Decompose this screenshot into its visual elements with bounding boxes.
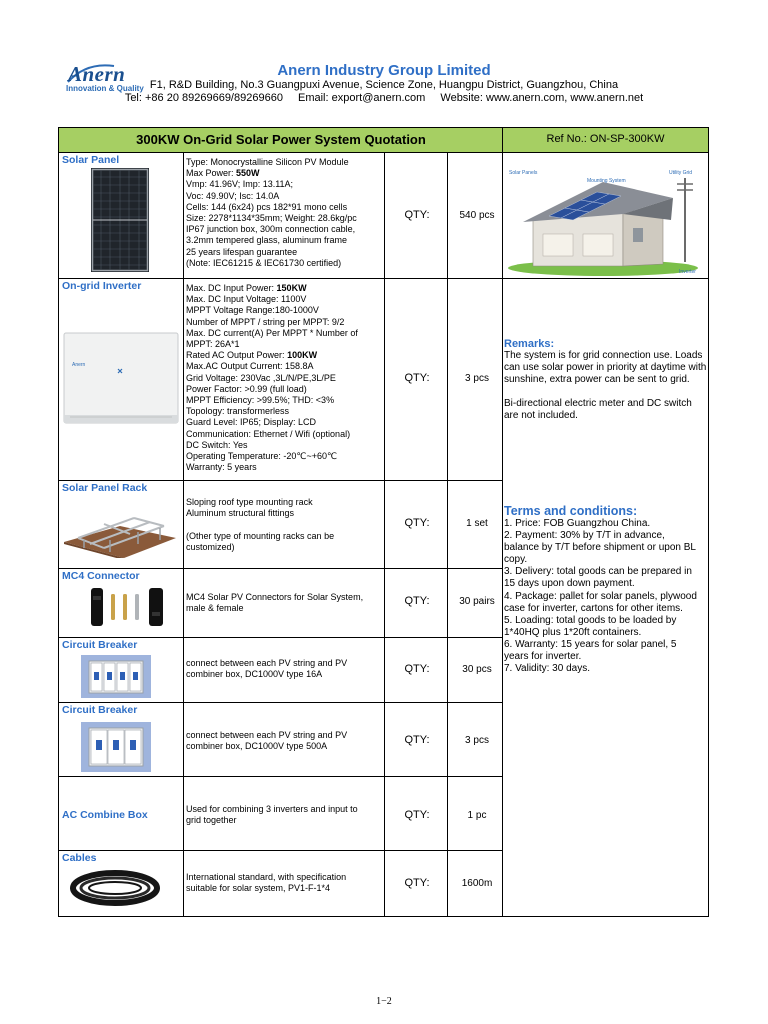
- qty-label: QTY:: [404, 517, 430, 529]
- spec-line: MPPT Voltage Range:180-1000V: [186, 305, 319, 316]
- remarks-line: are not included.: [504, 410, 578, 422]
- spec-line: DC Switch: Yes: [186, 439, 248, 450]
- spec-line: Max Power: 550W: [186, 168, 260, 179]
- spec-line: International standard, with specification: [186, 872, 347, 882]
- mc4-connector-image: [89, 584, 167, 630]
- terms-line: 15 days upon down payment.: [504, 578, 635, 590]
- spec-line: MPPT Efficiency: >99.5%; THD: <3%: [186, 395, 335, 406]
- product-specs: [186, 730, 381, 752]
- qty-value: 1600m: [461, 878, 493, 889]
- qty-value: 1 pc: [467, 810, 487, 821]
- qty-value: 3 pcs: [465, 735, 489, 746]
- spec-line: Voc: 49.90V; Isc: 14.0A: [186, 190, 280, 201]
- circuit-breaker-image: [81, 722, 151, 772]
- spec-line: connect between each PV string and PV: [186, 730, 348, 740]
- spec-line: MPPT: 26A*1: [186, 339, 240, 350]
- quotation-title: 300KW On-Grid Solar Power System Quotation: [136, 132, 426, 147]
- telephone: Tel: +86 20 89269669/89269660: [124, 92, 283, 104]
- row-divider: [502, 278, 708, 279]
- qty-label: QTY:: [404, 877, 430, 889]
- spec-line: Rated AC Output Power: 100KW: [186, 350, 318, 361]
- qty-value: 3 pcs: [465, 373, 489, 384]
- spec-line: suitable for solar system, PV1-F-1*4: [186, 883, 331, 894]
- terms-line: 6. Warranty: 15 years for solar panel, 5: [504, 638, 677, 650]
- product-name: Solar Panel: [62, 154, 120, 166]
- company-address: F1, R&D Building, No.3 Guangpuxi Avenue, Science Zone, Huangpu District, Guangzhou, China: [149, 79, 619, 91]
- spec-line: Aluminum structural fittings: [186, 508, 295, 519]
- product-specs: [186, 804, 381, 826]
- spec-line: Used for combining 3 inverters and input to: [186, 804, 358, 814]
- row-divider: [59, 637, 502, 638]
- mounting-rack-image: [64, 496, 176, 558]
- terms-section: [504, 504, 710, 675]
- spec-line: Warranty: 5 years: [186, 462, 257, 473]
- product-specs: [186, 872, 381, 894]
- spec-line: Grid Voltage: 230Vac ,3L/N/PE,3L/PE: [186, 372, 336, 383]
- qty-value: 30 pcs: [462, 664, 492, 675]
- row-divider: [59, 278, 502, 279]
- spec-line: Max. DC current(A) Per MPPT * Number of: [186, 327, 358, 338]
- spec-line: Cells: 144 (6x24) pcs 182*91 mono cells: [186, 201, 348, 212]
- col-divider: [384, 152, 385, 916]
- diagram-label-utility-grid: Utility Grid: [669, 170, 693, 176]
- spec-line: customized): [186, 541, 235, 552]
- terms-line: 7. Validity: 30 days.: [504, 663, 590, 675]
- remarks-line: [504, 386, 710, 398]
- qty-value: 540 pcs: [459, 210, 495, 221]
- qty-label: QTY:: [404, 663, 430, 675]
- spec-line: male & female: [186, 603, 244, 614]
- diagram-label-inverter: Inverter: [679, 269, 696, 275]
- qty-value: 30 pairs: [459, 596, 495, 607]
- website: Website: www.anern.com, www.anern.net: [440, 92, 644, 104]
- spec-line: Max.AC Output Current: 158.8A: [186, 361, 314, 372]
- qty-label: QTY:: [404, 734, 430, 746]
- contact-line: [0, 92, 768, 104]
- terms-line: 3. Delivery: total goods can be prepared in: [504, 566, 692, 578]
- spec-line: Topology: transformerless: [186, 406, 290, 417]
- solar-panel-image: [91, 168, 149, 272]
- spec-line: (Other type of mounting racks can be: [186, 530, 335, 541]
- spec-line: Operating Temperature: -20℃~+60℃: [186, 451, 338, 462]
- terms-line: 5. Loading: total goods to be loaded by: [504, 614, 677, 626]
- spec-line: combiner box, DC1000V type 16A: [186, 669, 323, 680]
- product-name: Cables: [62, 852, 97, 864]
- svg-text:Anern: Anern: [72, 362, 86, 368]
- row-divider: [59, 568, 502, 569]
- spec-line: connect between each PV string and PV: [186, 658, 348, 668]
- spec-line: 25 years lifespan guarantee: [186, 246, 298, 257]
- row-divider: [59, 850, 502, 851]
- diagram-label-mounting: Mounting System: [587, 178, 626, 184]
- spec-line: IP67 junction box, 300m connection cable,: [186, 224, 356, 235]
- remarks-line: The system is for grid connection use. Loads: [504, 350, 703, 361]
- spec-line: Max. DC Input Power: 150KW: [186, 283, 307, 293]
- qty-label: QTY:: [404, 372, 430, 384]
- terms-line: copy.: [504, 554, 528, 566]
- spec-line: Max. DC Input Voltage: 1100V: [186, 294, 307, 305]
- terms-title: Terms and conditions:: [504, 504, 638, 518]
- product-specs: [186, 283, 381, 473]
- diagram-label-solar-panels: Solar Panels: [509, 170, 538, 176]
- product-specs: [186, 592, 381, 614]
- product-name: On-grid Inverter: [62, 280, 142, 292]
- terms-line: case for inverter, cartons for other items.: [504, 602, 683, 614]
- logo-wordmark: Anern: [68, 62, 126, 86]
- qty-label: QTY:: [404, 809, 430, 821]
- spec-line: Guard Level: IP65; Display: LCD: [186, 417, 317, 428]
- qty-label: QTY:: [404, 209, 430, 221]
- remarks-line: sunshine, extra power can be sent to grid.: [504, 374, 690, 386]
- product-name: Solar Panel Rack: [62, 482, 148, 494]
- row-divider: [59, 776, 502, 777]
- reference-number: Ref No.: ON-SP-300KW: [546, 133, 665, 145]
- system-diagram-image: [503, 158, 709, 276]
- spec-line: Number of MPPT / string per MPPT: 9/2: [186, 316, 345, 327]
- terms-line: 2. Payment: 30% by T/T in advance,: [504, 530, 665, 542]
- spec-line: MC4 Solar PV Connectors for Solar System,: [186, 592, 364, 602]
- qty-label: QTY:: [404, 595, 430, 607]
- circuit-breaker-image: [81, 655, 151, 698]
- row-divider: [59, 702, 502, 703]
- spec-line: grid together: [186, 815, 237, 826]
- quotation-table: [58, 127, 709, 917]
- spec-line: (Note: IEC61215 & IEC61730 certified): [186, 257, 342, 268]
- spec-line: Communication: Ethernet / Wifi (optional): [186, 428, 351, 439]
- remarks-title: Remarks:: [504, 338, 555, 350]
- email: Email: export@anern.com: [298, 92, 426, 104]
- company-name: Anern Industry Group Limited: [277, 62, 491, 79]
- spec-line: Vmp: 41.96V; Imp: 13.11A;: [186, 179, 294, 190]
- product-name: AC Combine Box: [62, 809, 148, 821]
- product-name: Circuit Breaker: [62, 704, 138, 716]
- terms-line: 1*40HQ plus 1*20ft containers.: [504, 626, 642, 638]
- inverter-image: [62, 331, 180, 425]
- col-divider: [183, 152, 184, 916]
- remarks-line: Bi-directional electric meter and DC switch: [504, 398, 692, 410]
- logo-tagline: Innovation & Quality: [66, 84, 144, 93]
- spec-line: Type: Monocrystalline Silicon PV Module: [186, 157, 349, 167]
- page-number: 1−2: [376, 996, 392, 1007]
- spec-line: Size: 2278*1134*35mm; Weight: 28.6kg/pc: [186, 213, 357, 224]
- product-specs: [186, 658, 381, 680]
- remarks-line: can use solar power in priority at daytime with: [504, 362, 707, 374]
- terms-line: 4. Package: pallet for solar panels, plywood: [504, 590, 697, 602]
- spec-line: [186, 519, 381, 530]
- spec-line: combiner box, DC1000V type 500A: [186, 741, 328, 752]
- product-name: MC4 Connector: [62, 570, 140, 582]
- qty-value: 1 set: [466, 518, 488, 529]
- col-divider: [447, 152, 448, 916]
- spec-line: 3.2mm tempered glass, aluminum frame: [186, 235, 348, 246]
- cable-coil-image: [69, 868, 161, 908]
- terms-line: 1. Price: FOB Guangzhou China.: [504, 518, 651, 529]
- row-divider: [59, 480, 502, 481]
- title-bar: [59, 128, 708, 153]
- spec-line: Power Factor: >0.99 (full load): [186, 383, 307, 394]
- product-specs: [186, 497, 381, 553]
- terms-line: balance by T/T before shipment or upon BL: [504, 542, 696, 554]
- remarks-section: [504, 338, 710, 423]
- document-header: [0, 0, 768, 120]
- product-specs: [186, 157, 381, 269]
- spec-line: Sloping roof type mounting rack: [186, 497, 313, 507]
- terms-line: years for inverter.: [504, 651, 582, 663]
- product-name: Circuit Breaker: [62, 639, 138, 651]
